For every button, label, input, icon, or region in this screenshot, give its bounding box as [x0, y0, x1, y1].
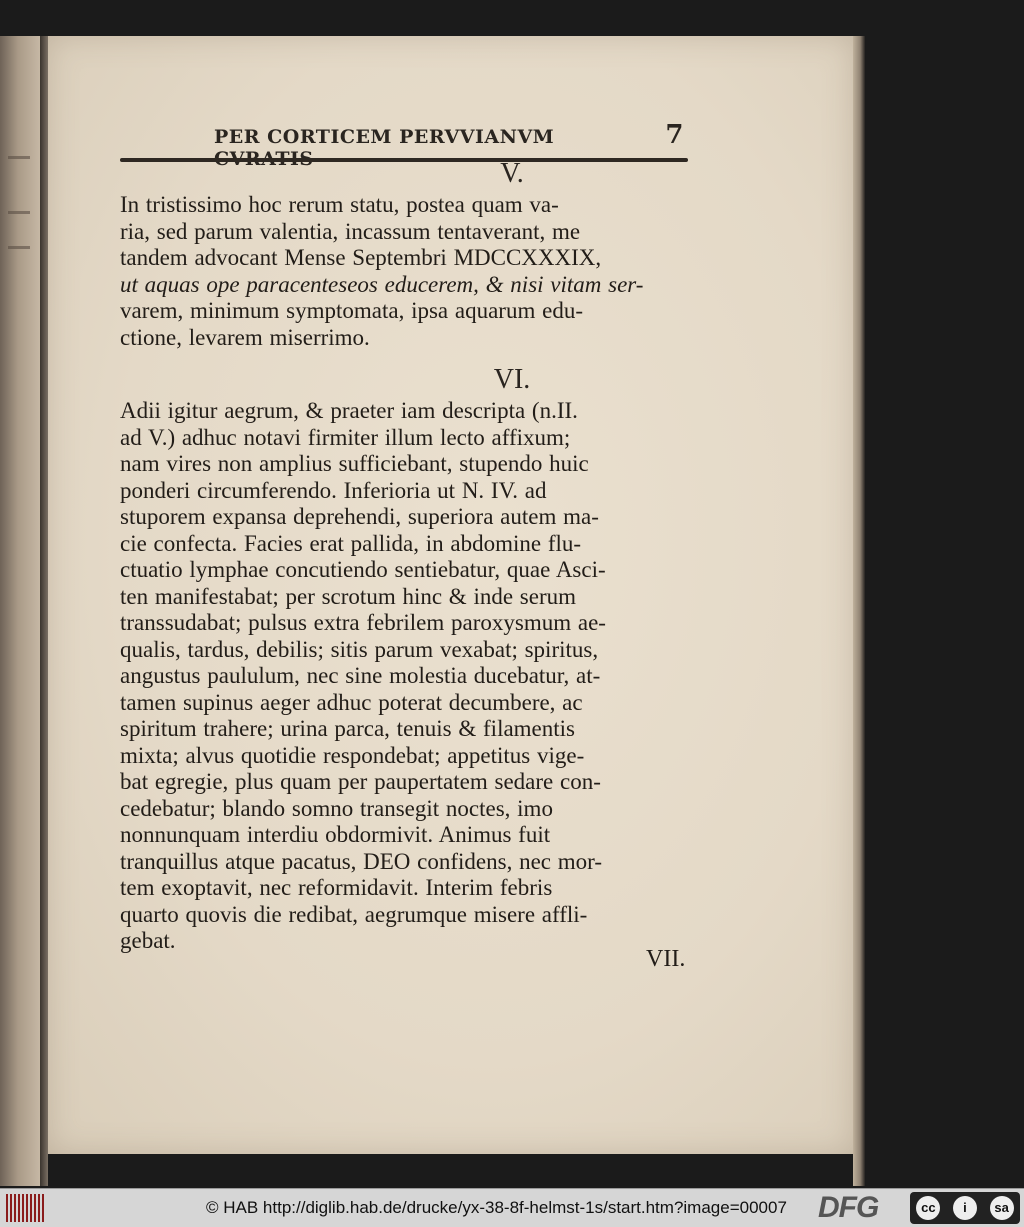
text-line: ad V.) adhuc notavi firmiter illum lecto affixum; — [120, 424, 571, 450]
sa-icon: sa — [990, 1196, 1014, 1220]
section-v-text — [120, 192, 683, 351]
text-line: cie confecta. Facies erat pallida, in abdomine flu- — [120, 530, 582, 556]
text-line: tandem advocant Mense Septembri MDCCXXXIX, — [120, 245, 602, 270]
text-line: quarto quovis die redibat, aegrumque misere affli- — [120, 901, 588, 927]
facing-page-edge — [0, 36, 40, 1186]
page-edge — [853, 36, 865, 1186]
text-line: nonnunquam interdiu obdormivit. Animus fuit — [120, 822, 551, 847]
dfg-logo: DFG — [818, 1191, 879, 1224]
license-badge[interactable] — [910, 1192, 1020, 1224]
text-line: ut aquas ope paracenteseos educerem, & nisi vitam ser- — [120, 271, 644, 297]
section-vi-text — [120, 398, 683, 955]
catchword: VII. — [646, 946, 686, 972]
footer-bar — [0, 1188, 1024, 1227]
text-line: varem, minimum symptomata, ipsa aquarum edu- — [120, 298, 583, 323]
text-line: ten manifestabat; per scrotum hinc & inde serum — [120, 583, 577, 609]
by-icon: i — [953, 1196, 977, 1220]
text-line: tranquillus atque pacatus, DEO confidens, nec mor- — [120, 848, 603, 874]
text-line: spiritum trahere; urina parca, tenuis & filamentis — [120, 716, 575, 741]
text-line: Adii igitur aegrum, & praeter iam descripta (n.II. — [120, 398, 578, 423]
text-line: gebat. — [120, 928, 176, 953]
text-line: ctuatio lymphae concutiendo sentiebatur, quae Asci- — [120, 557, 606, 582]
section-number-v: V. — [500, 158, 524, 189]
text-line: tem exoptavit, nec reformidavit. Interim febris — [120, 875, 553, 900]
running-title: PER CORTICEM PERVVIANVM — [214, 126, 555, 148]
book-gutter — [40, 36, 48, 1186]
library-logo-icon — [6, 1194, 44, 1222]
text-line: cedebatur; blando somno transegit noctes, imo — [120, 795, 553, 821]
text-line: angustus paululum, nec sine molestia ducebatur, at- — [120, 663, 601, 688]
text-line: nam vires non amplius sufficiebant, stupendo huic — [120, 451, 589, 476]
text-line: tamen supinus aeger adhuc poterat decumbere, ac — [120, 689, 583, 715]
text-line: ria, sed parum valentia, incassum tentaverant, me — [120, 218, 581, 244]
section-number-vi: VI. — [493, 364, 531, 395]
text-line: qualis, tardus, debilis; sitis parum vexabat; spiritus, — [120, 636, 599, 662]
text-line: ctione, levarem miserrimo. — [120, 324, 370, 350]
text-line: transsudabat; pulsus extra febrilem paroxysmum ae- — [120, 610, 606, 635]
text-line: ponderi circumferendo. Inferioria ut N. IV. ad — [120, 477, 547, 503]
text-line: mixta; alvus quotidie respondebat; appetitus vige- — [120, 742, 585, 768]
cc-icon: cc — [916, 1196, 940, 1220]
text-line: stuporem expansa deprehendi, superiora autem ma- — [120, 504, 599, 529]
text-line: bat egregie, plus quam per paupertatem sedare con- — [120, 769, 601, 794]
source-link[interactable]: © HAB http://diglib.hab.de/drucke/yx-38-8f-helmst-1s/start.htm?image=00007 — [206, 1198, 787, 1217]
text-line: In tristissimo hoc rerum statu, postea quam va- — [120, 192, 559, 217]
page-number: 7 — [665, 120, 684, 150]
